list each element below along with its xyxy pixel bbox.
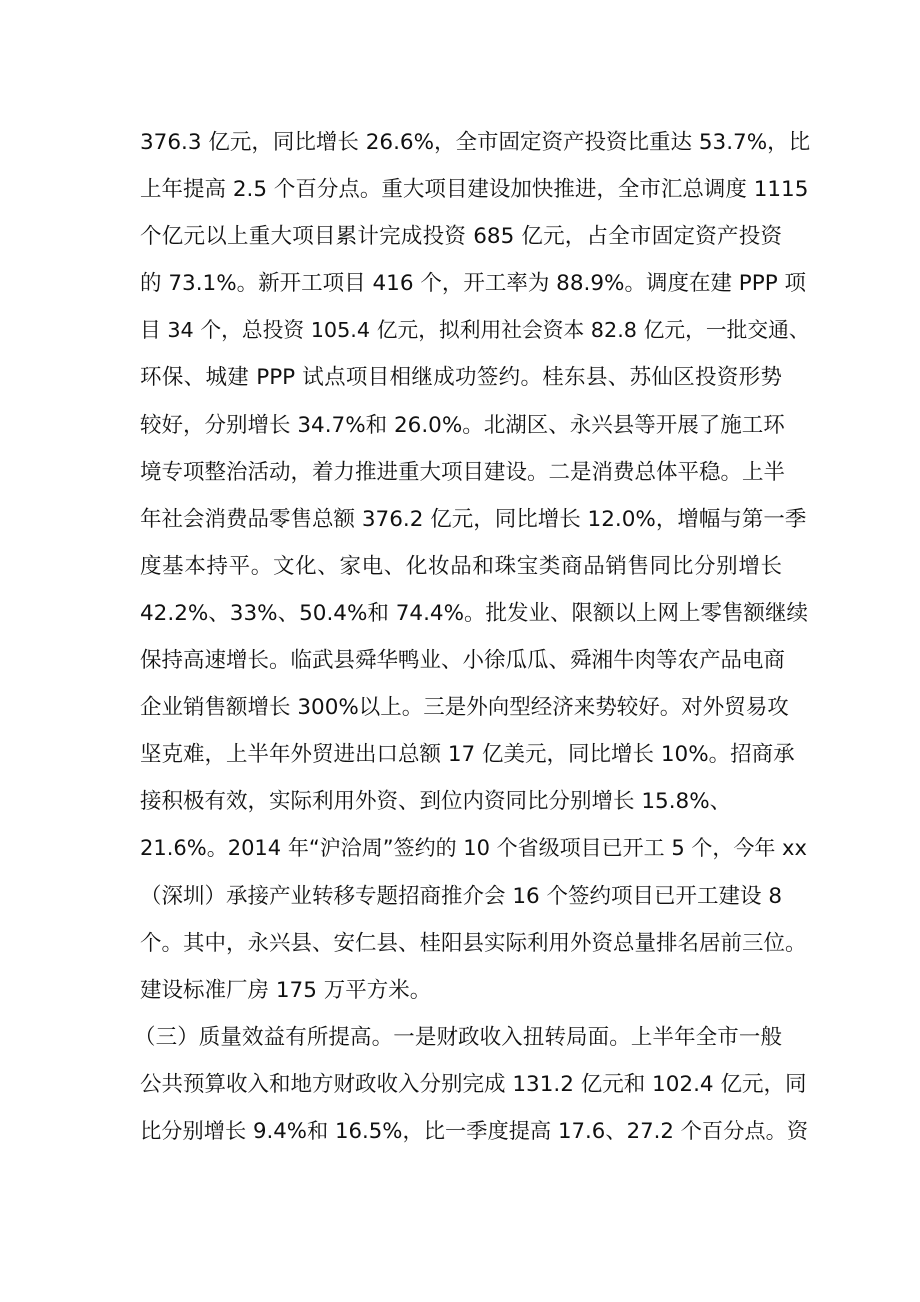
text-line: 目 34 个，总投资 105.4 亿元，拟利用社会资本 82.8 亿元，一批交通、 xyxy=(140,318,810,343)
text-line: 保持高速增长。临武县舜华鸭业、小徐瓜瓜、舜湘牛肉等农产品电商 xyxy=(140,648,786,674)
section-heading-line: （三）质量效益有所提高。一是财政收入扭转局面。上半年全市一般 xyxy=(134,1024,782,1050)
text-line: 境专项整治活动，着力推进重大项目建设。二是消费总体平稳。上半 xyxy=(140,459,786,485)
text-line: 度基本持平。文化、家电、化妆品和珠宝类商品销售同比分别增长 xyxy=(140,553,782,579)
text-line: 比分别增长 9.4%和 16.5%，比一季度提高 17.6、27.2 个百分点。资 xyxy=(140,1118,809,1144)
text-line: 企业销售额增长 300%以上。三是外向型经济来势较好。对外贸易攻 xyxy=(140,695,789,721)
text-line: 376.3 亿元，同比增长 26.6%，全市固定资产投资比重达 53.7%，比 xyxy=(140,130,811,155)
text-line: 的 73.1%。新开工项目 416 个，开工率为 88.9%。调度在建 PPP 项 xyxy=(140,271,807,297)
text-line: 较好，分别增长 34.7%和 26.0%。北湖区、永兴县等开展了施工环 xyxy=(140,412,785,438)
text-line: 年社会消费品零售总额 376.2 亿元，同比增长 12.0%，增幅与第一季 xyxy=(140,506,807,532)
body-text xyxy=(134,119,811,1155)
text-line: 42.2%、33%、50.4%和 74.4%。批发业、限额以上网上零售额继续 xyxy=(140,600,809,626)
text-line: （深圳）承接产业转移专题招商推介会 16 个签约项目已开工建设 8 xyxy=(140,883,783,909)
text-line: 环保、城建 PPP 试点项目相继成功签约。桂东县、苏仙区投资形势 xyxy=(140,365,782,391)
text-line: 建设标准厂房 175 万平方米。 xyxy=(140,977,432,1003)
text-line: 接积极有效，实际利用外资、到位内资同比分别增长 15.8%、 xyxy=(140,789,732,815)
text-line: 个亿元以上重大项目累计完成投资 685 亿元，占全市固定资产投资 xyxy=(140,224,782,250)
text-line: 公共预算收入和地方财政收入分别完成 131.2 亿元和 102.4 亿元，同 xyxy=(140,1071,807,1097)
text-line: 坚克难，上半年外贸进出口总额 17 亿美元，同比增长 10%。招商承 xyxy=(140,742,795,768)
text-line: 个。其中，永兴县、安仁县、桂阳县实际利用外资总量排名居前三位。 xyxy=(140,930,807,956)
text-line: 上年提高 2.5 个百分点。重大项目建设加快推进，全市汇总调度 1115 xyxy=(140,177,809,203)
text-line: 21.6%。2014 年“沪洽周”签约的 10 个省级项目已开工 5 个，今年 xx xyxy=(140,836,807,861)
